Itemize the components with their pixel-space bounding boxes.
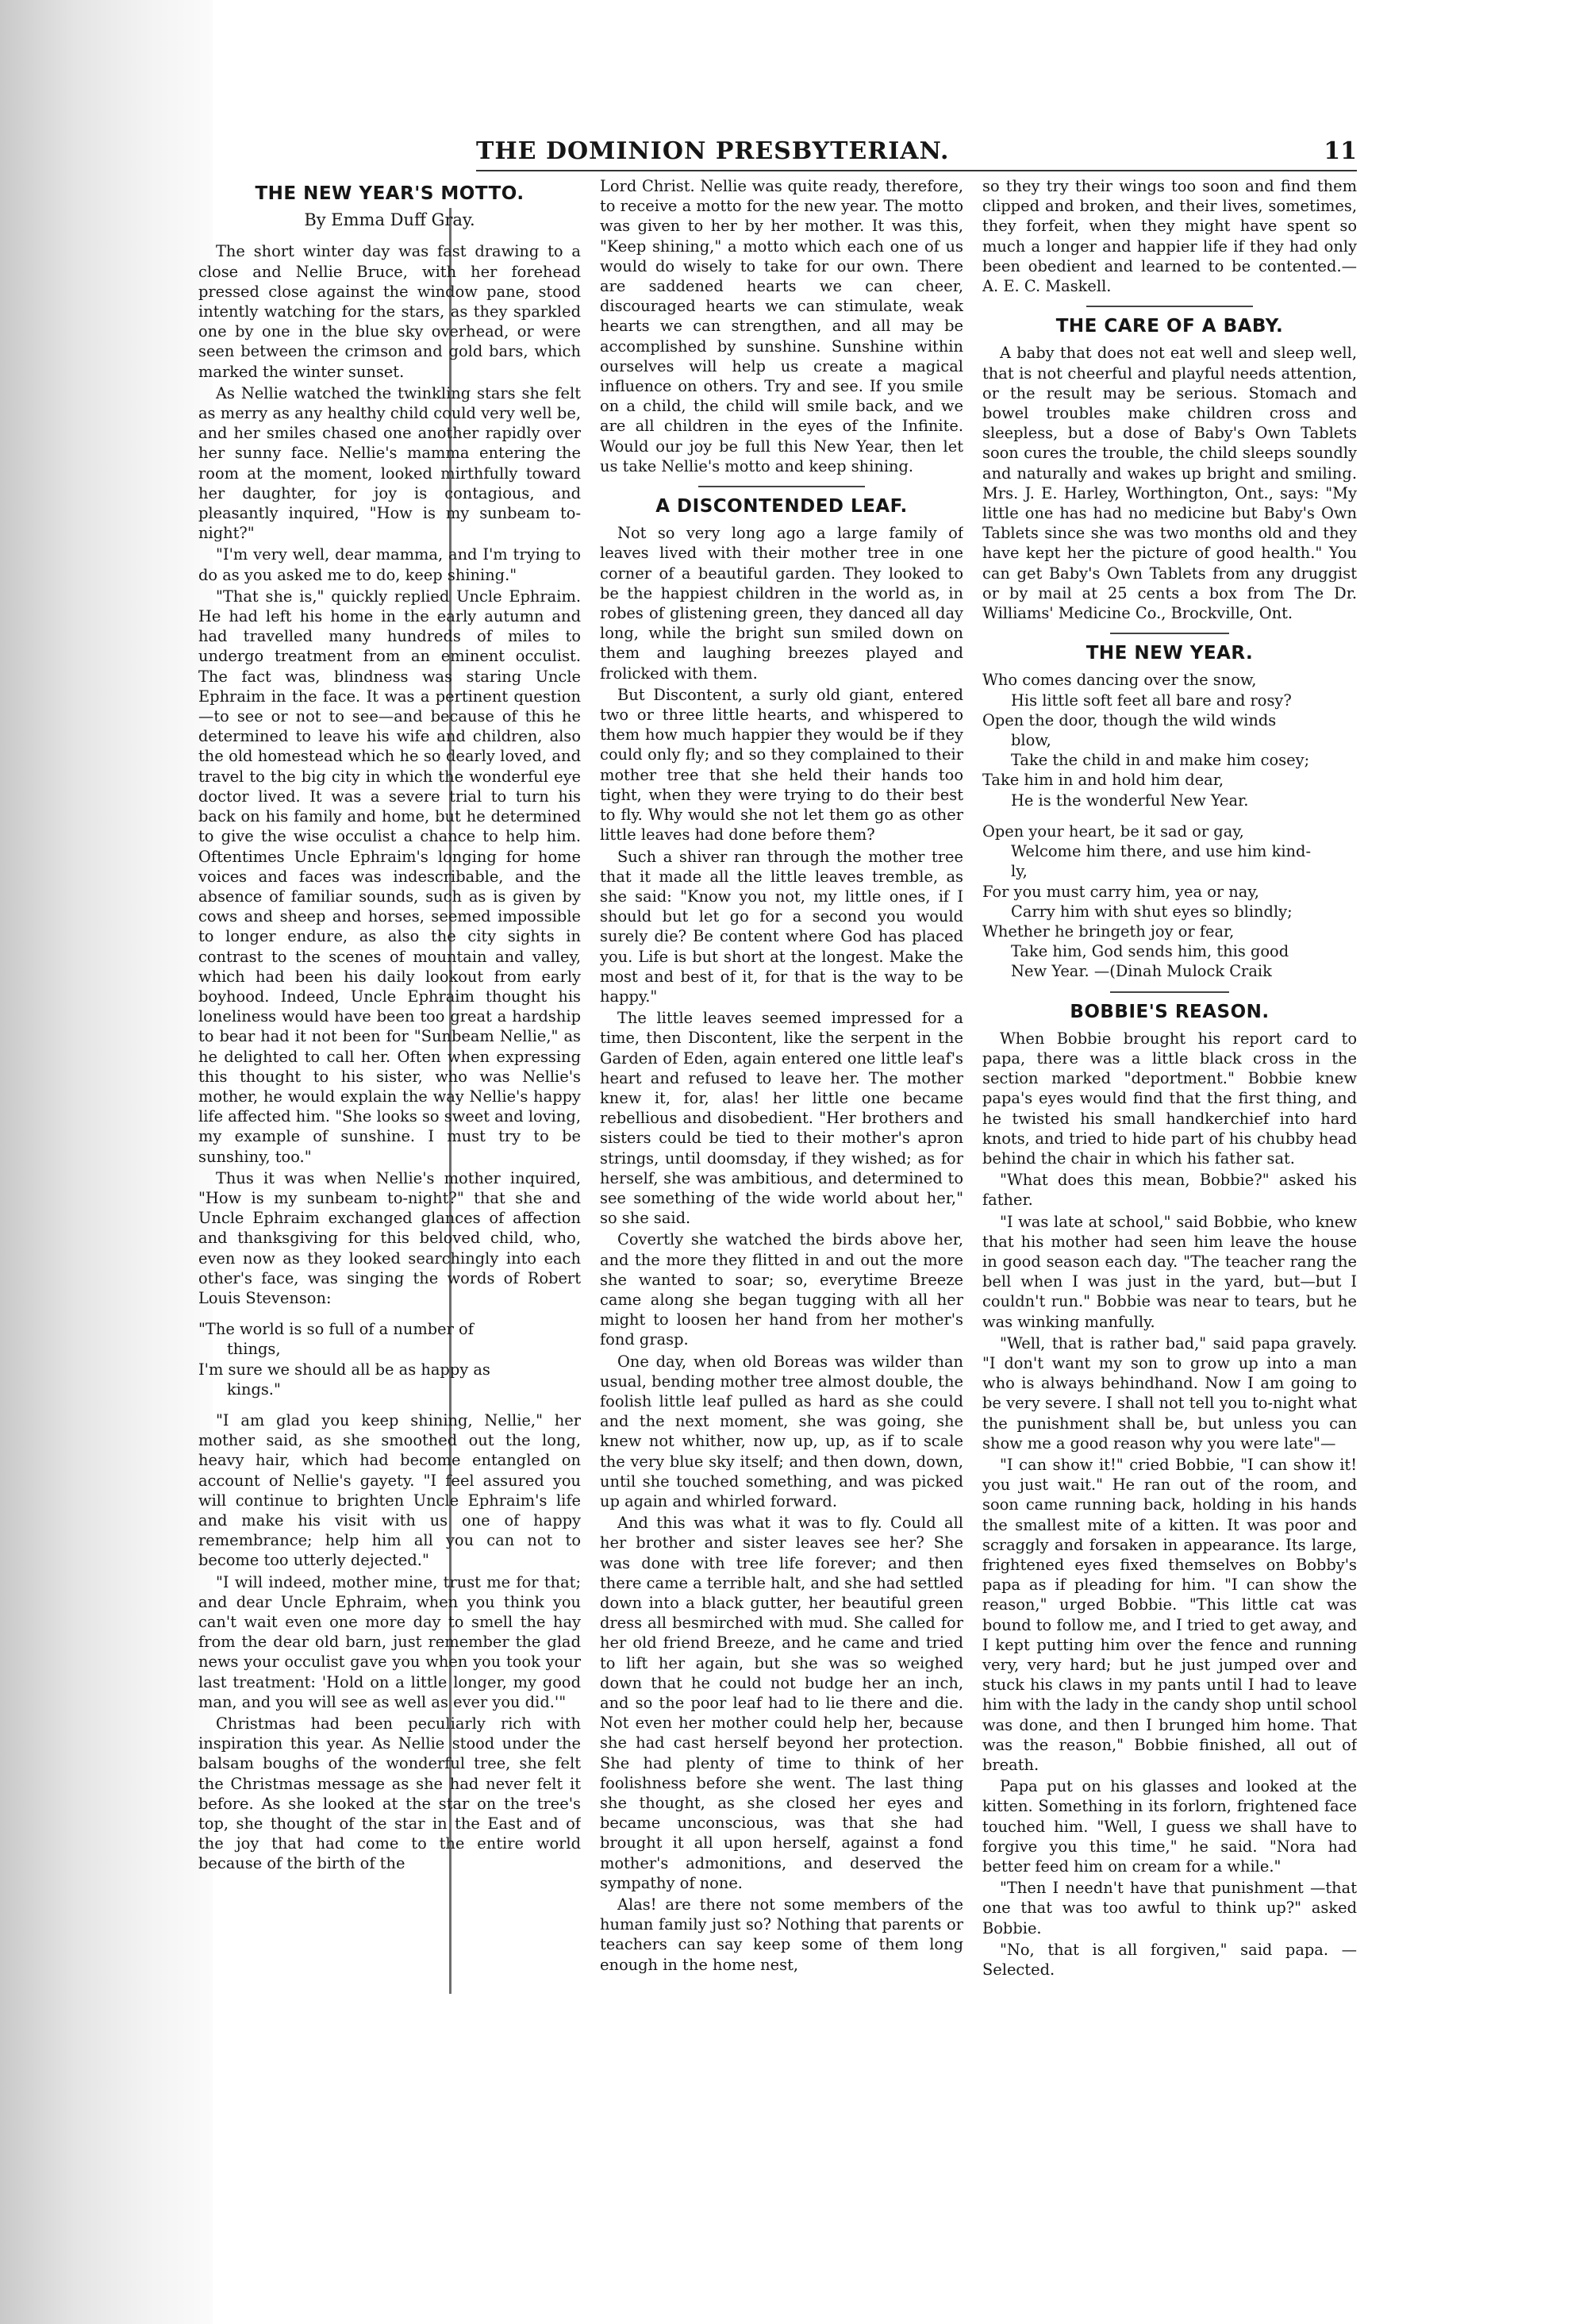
paragraph: But Discontent, a surly old giant, entered two or three little hearts, and whispered to them how much happier they would be if they could only fly; and so they complained to their mother tree that she held their hands too tight, when they were trying to do their best to fly. Why would she not let them go as other little leaves had done before them? bbox=[600, 685, 963, 845]
poem-line: For you must carry him, yea or nay, bbox=[982, 882, 1259, 901]
paragraph: Lord Christ. Nellie was quite ready, therefore, to receive a motto for the new year. The motto was given to her by her mother. It was this, "Keep shining," a motto which each one of us would do wisely to take for our own. There are saddened hearts we can cheer, discouraged hearts we can stimulate, weak hearts we can strengthen, and all may be accomplished by sunshine. Sunshine within ourselves will help us create a magical influence on others. Try and see. If you smile on a child, the child will smile back, and we are all children in the eyes of the Infinite. Would our joy be full this New Year, then let us take Nellie's motto and keep shining. bbox=[600, 177, 963, 475]
paragraph: "No, that is all forgiven," said papa. —Selected. bbox=[982, 1940, 1357, 1980]
paragraph: A baby that does not eat well and sleep well, that is not cheerful and playful needs attention, or the result may be serious. Stomach and bowel troubles make children cross and sleepless, but a dose of Baby's Own Tablets soon cures the trouble, the child sleeps soundly and naturally and wakes up bright and smiling. Mrs. J. E. Harley, Worthington, Ont., says: "My little one has had no medicine but Baby's Own Tablets since she was two months old and they have kept her the picture of good health." You can get Baby's Own Tablets from any druggist or by mail at 25 cents a box from The Dr. Williams' Medicine Co., Brockville, Ont. bbox=[982, 344, 1357, 623]
quoted-verse bbox=[198, 1319, 581, 1399]
paragraph: "I was late at school," said Bobbie, who knew that his mother had seen him leave the house in good season each day. "The teacher rang the bell when I was just in the yard, but—but I couldn't run." Bobbie was near to tears, but he was winking manfully. bbox=[982, 1212, 1357, 1331]
article-heading-care-of-baby: THE CARE OF A BABY. bbox=[1055, 316, 1284, 337]
poem-new-year bbox=[982, 670, 1357, 981]
paragraph: The little leaves seemed impressed for a time, then Discontent, like the serpent in the Garden of Eden, again entered one little leaf's heart and refused to leave her. The mother knew it, for, alas! her little one became rebellious and disobedient. "Her brothers and sisters could be tied to their mother's apron strings, until doomsday, if they wished; as for herself, she was ambitious, and determined to see something of the wide world about her," so she said. bbox=[600, 1009, 963, 1228]
paragraph: Papa put on his glasses and looked at the kitten. Something in its forlorn, frightened face touched him. "Well, I guess we shall have to forgive you this time," he said. "Nora had better feed him on cream for a while." bbox=[982, 1777, 1357, 1876]
poem-stanza-break bbox=[982, 810, 1357, 821]
page-number: 11 bbox=[1324, 137, 1357, 165]
poem-line: Welcome him there, and use him kind- bbox=[1011, 842, 1312, 861]
article-heading-discontended-leaf: A DISCONTENDED LEAF. bbox=[655, 496, 908, 518]
column-3 bbox=[982, 176, 1357, 2248]
column-2 bbox=[600, 176, 963, 2248]
section-divider bbox=[1110, 633, 1229, 634]
poem-line: His little soft feet all bare and rosy? bbox=[1011, 691, 1292, 710]
paragraph: Thus it was when Nellie's mother inquired, "How is my sunbeam to-night?" that she and Uncle Ephraim exchanged glances of affection and thanksgiving for this beloved child, who, even now as they looked searchingly into each other's face, was singing the words of Robert Louis Stevenson: bbox=[198, 1168, 581, 1307]
section-divider bbox=[698, 486, 865, 487]
poem-line: He is the wonderful New Year. bbox=[1011, 791, 1249, 810]
paragraph: "That she is," quickly replied Uncle Ephraim. He had left his home in the early autumn and had travelled many hundreds of miles to undergo treatment from an eminent occulist. The fact was, blindness was staring Uncle Ephraim in the face. It was a pertinent question—to see or not to see—and because of this he determined to leave his wife and children, also the old homestead which he so dearly loved, and travel to the big city in which the wonderful eye doctor lived. It was a severe trial to turn his back on his family and home, but he determined to give the wise occulist a chance to help him. Oftentimes Uncle Ephraim's longing for home voices and faces was indescribable, and the absence of familiar sounds, such as is given by cows and sheep and horses, seemed impossible to longer endure, as also the city sights in contrast to the scenes of mountain and valley, which had been his daily lookout from early boyhood. Indeed, Uncle Ephraim thought his loneliness would have been too great a hardship to bear had it not been for "Sunbeam Nellie," as he delighted to call her. Often when expressing this thought to his sister, who was Nellie's mother, he would explain the way Nellie's happy life affected him. "She looks so sweet and loving, my example of sunshine. I must try to be sunshiny, too." bbox=[198, 587, 581, 1166]
verse-line: "The world is so full of a number of bbox=[198, 1320, 474, 1339]
article-heading-new-year: THE NEW YEAR. bbox=[1086, 643, 1254, 664]
paragraph: "Then I needn't have that punishment —that one that was too awful to think up?" asked Bobbie. bbox=[982, 1879, 1357, 1937]
paragraph: Not so very long ago a large family of leaves lived with their mother tree in one corner of a beautiful garden. They looked to be the happiest children in the world as, in robes of glistening green, they danced all day long, while the bright sun smiled down on them and laughing breezes played and frolicked with them. bbox=[600, 524, 963, 683]
newspaper-page bbox=[95, 0, 1587, 2324]
paragraph: "I will indeed, mother mine, trust me for that; and dear Uncle Ephraim, when you think you can't wait even one more day to smell the hay from the dear old barn, just remember the glad news your occulist gave you when you took your last treatment: 'Hold on a little longer, my good man, and you will see as well as ever you did.'" bbox=[198, 1572, 581, 1711]
paragraph: "What does this mean, Bobbie?" asked his father. bbox=[982, 1171, 1357, 1210]
paragraph: As Nellie watched the twinkling stars she felt as merry as any healthy child could very well be, and her smiles chased one another rapidly over her sunny face. Nellie's mamma entering the room at the moment, looked mirthfully toward her daughter, for joy is contagious, and pleasantly inquired, "How is my sunbeam to-night?" bbox=[198, 383, 581, 543]
article-heading-bobbies-reason: BOBBIE'S REASON. bbox=[1070, 1001, 1270, 1022]
poem-line: Who comes dancing over the snow, bbox=[982, 671, 1257, 690]
paragraph: "Well, that is rather bad," said papa gravely. "I don't want my son to grow up into a man who is always behindhand. Now I am going to be very severe. I shall not tell you to-night what the punishment shall be, but unless you can show me a good reason why you were late"— bbox=[982, 1333, 1357, 1452]
paragraph: One day, when old Boreas was wilder than usual, bending mother tree almost double, the foolish little leaf pulled as hard as she could and the next moment, she was going, she knew not whither, now up, up, as if to scale the very blue sky itself; and then down, down, until she touched something, and was picked up again and whirled forward. bbox=[600, 1352, 963, 1510]
poem-line: Carry him with shut eyes so blindly; bbox=[1011, 902, 1293, 921]
paragraph: And this was what it was to fly. Could all her brother and sister leaves see her? She was done with tree life forever; and then there came a terrible halt, and she had settled down into a black gutter, her beautiful green dress all besmirched with mud. She called for her old friend Breeze, and he came and tried to lift her again, but she was so weighed down that he could not budge her an inch, and so the poor leaf had to lie there and die. Not even her mother could help her, because she had cast herself beyond her protection. She had plenty of time to think of her foolishness before she went. The last thing she thought, as she closed her eyes and became unconscious, was that she had brought it all upon herself, against a fond mother's admonitions, and deserved the sympathy of none. bbox=[600, 1514, 963, 1892]
verse-line: I'm sure we should all be as happy as bbox=[198, 1360, 490, 1379]
article-heading-new-years-motto: THE NEW YEAR'S MOTTO. bbox=[255, 183, 525, 204]
poem-line: Open the door, though the wild winds bbox=[982, 710, 1277, 729]
verse-line: kings." bbox=[227, 1379, 281, 1399]
poem-line: New Year. —(Dinah Mulock Craik bbox=[1011, 962, 1272, 981]
paragraph: Such a shiver ran through the mother tree that it made all the little leaves tremble, as she said: "Know you not, my little ones, if I should but let go for a second you would surely die? Be content where God has placed you. Life is but short at the longest. Make the most and best of it, for that is the way to be happy." bbox=[600, 847, 963, 1006]
poem-line: Take the child in and make him cosey; bbox=[1011, 751, 1310, 770]
paragraph: "I can show it!" cried Bobbie, "I can show it! you just wait." He ran out of the room, and soon came running back, holding in his hands the smallest mite of a kitten. It was poor and scraggly and forsaken in appearance. Its large, frightened eyes fixed themselves on Bobby's papa as if pleading for him. "I can show the reason," urged Bobbie. "This little cat was bound to follow me, and I tried to get away, and I kept putting him over the fence and running very, very hard; but he just jumped over and stuck his claws in my pants until I had to leave him with the lady in the candy shop until school was done, and then I brunged him home. That was the reason," Bobbie finished, all out of breath. bbox=[982, 1455, 1357, 1775]
paragraph: "I am glad you keep shining, Nellie," her mother said, as she smoothed out the long, heavy hair, which had become entangled on account of Nellie's gayety. "I feel assured you will continue to brighten Uncle Ephraim's life and make his visit with us one of happy remembrance; help him all you can not to become too utterly dejected." bbox=[198, 1410, 581, 1570]
poem-line: Take him, God sends him, this good bbox=[1011, 942, 1289, 961]
poem-line: Take him in and hold him dear, bbox=[982, 771, 1224, 790]
poem-line: blow, bbox=[1011, 731, 1051, 750]
article-byline: By Emma Duff Gray. bbox=[304, 210, 475, 230]
poem-line: ly, bbox=[1011, 862, 1028, 881]
paragraph: When Bobbie brought his report card to papa, there was a little black cross in the section marked "deportment." Bobbie knew papa's eyes would find that the first thing, and he twisted his small handkerchief into hard knots, and tried to hide part of his chubby head behind the chair in which his father sat. bbox=[982, 1029, 1357, 1168]
publication-title: THE DOMINION PRESBYTERIAN. bbox=[476, 137, 950, 165]
paragraph: Alas! are there not some members of the human family just so? Nothing that parents or teachers can say keep some of them long enough in the home nest, bbox=[600, 1895, 963, 1974]
paragraph: "I'm very well, dear mamma, and I'm trying to do as you asked me to do, keep shining." bbox=[198, 545, 581, 584]
section-divider bbox=[1086, 306, 1253, 307]
verse-line: things, bbox=[227, 1340, 281, 1359]
paragraph: so they try their wings too soon and find them clipped and broken, and their lives, sometimes, they forfeit, when they might have spent so much a longer and happier life if they had only been obedient and learned to be contented.— A. E. C. Maskell. bbox=[982, 177, 1357, 296]
paragraph: Christmas had been peculiarly rich with inspiration this year. As Nellie stood under the balsam boughs of the wonderful tree, she felt the Christmas message as she had never felt it before. As she looked at the star on the tree's top, she thought of the star in the East and of the joy that had come to the entire world because of the birth of the bbox=[198, 1714, 581, 1873]
poem-line: Whether he bringeth joy or fear, bbox=[982, 922, 1235, 941]
masthead bbox=[476, 132, 1357, 171]
paragraph: The short winter day was fast drawing to a close and Nellie Bruce, with her forehead pressed close against the window pane, stood intently watching for the stars, as they sparkled one by one in the blue sky overhead, or were seen between the crimson and gold bars, which marked the winter sunset. bbox=[198, 242, 581, 381]
poem-line: Open your heart, be it sad or gay, bbox=[982, 821, 1244, 841]
paragraph: Covertly she watched the birds above her, and the more they flitted in and out the more she wanted to soar; so, everytime Breeze came along she began tugging with all her might to loosen her hand from her mother's fond grasp. bbox=[600, 1230, 963, 1349]
column-1 bbox=[198, 176, 581, 2248]
section-divider bbox=[1110, 991, 1229, 993]
